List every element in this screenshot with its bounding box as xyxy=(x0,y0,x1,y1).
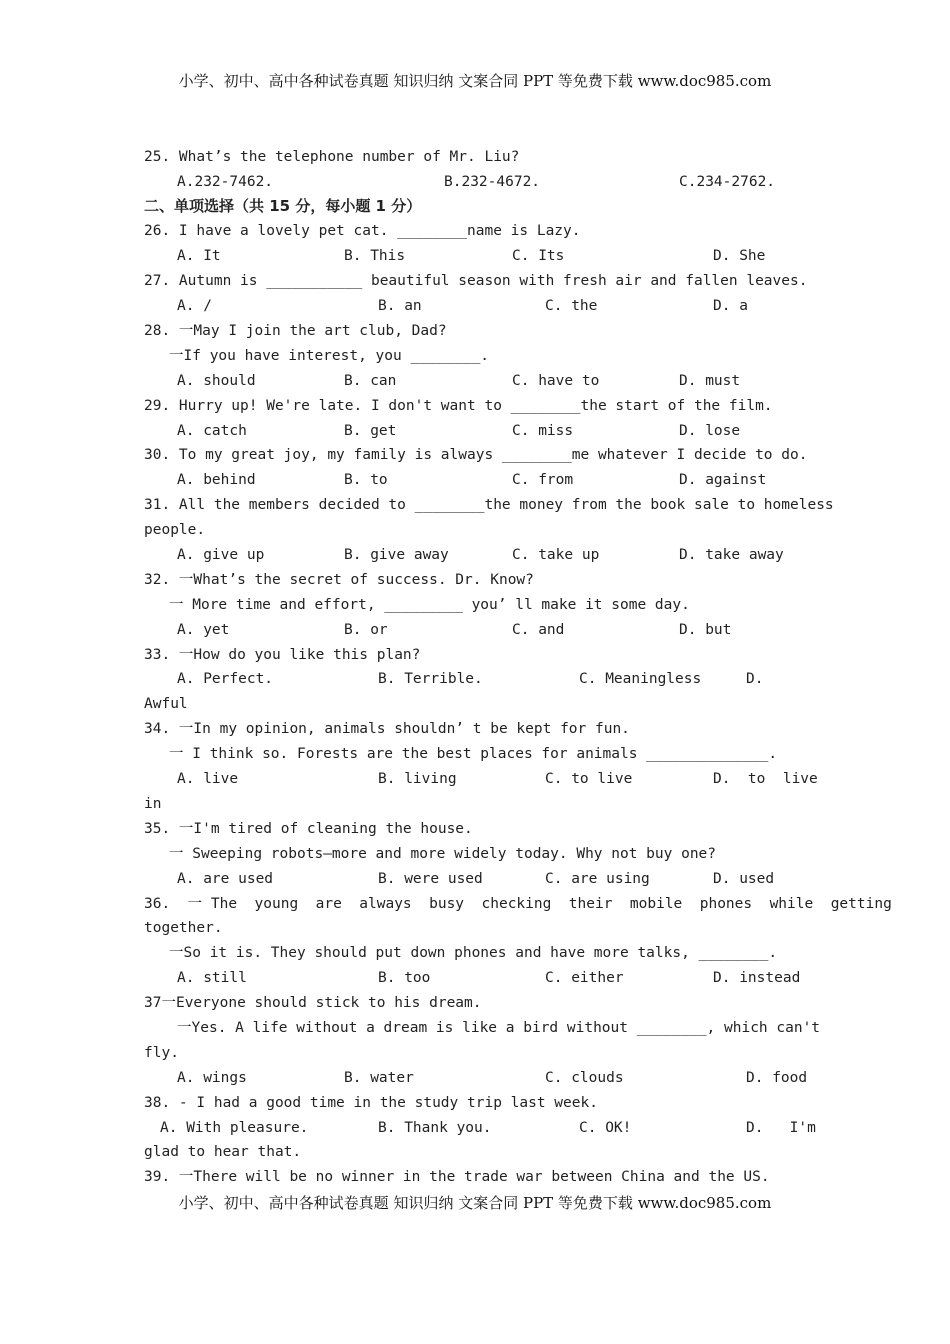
q36-option-c: C. either xyxy=(545,970,624,986)
q34-option-a: A. live xyxy=(177,771,239,787)
q25-option-b: B.232-4672. xyxy=(444,174,541,190)
q26-option-c: C. Its xyxy=(512,248,565,264)
question-28-reply: 一If you have interest, you ________. xyxy=(169,348,490,364)
q25-option-c: C.234-2762. xyxy=(679,174,776,190)
q35-option-a: A. are used xyxy=(177,871,274,887)
q38-option-c: C. OK! xyxy=(579,1120,632,1136)
q30-option-b: B. to xyxy=(344,472,388,488)
q37-option-a: A. wings xyxy=(177,1070,247,1086)
q37-option-c: C. clouds xyxy=(545,1070,624,1086)
question-30-stem: 30. To my great joy, my family is always ________me whatever I decide to do. xyxy=(144,447,808,463)
question-27-stem: 27. Autumn is ___________ beautiful season with fresh air and fallen leaves. xyxy=(144,273,808,289)
q35-option-b: B. were used xyxy=(378,871,483,887)
q36-option-d: D. instead xyxy=(713,970,801,986)
q38-option-d-continuation: glad to hear that. xyxy=(144,1144,302,1160)
q25-option-a: A.232-7462. xyxy=(177,174,274,190)
q31-option-b: B. give away xyxy=(344,547,449,563)
q29-option-a: A. catch xyxy=(177,423,247,439)
q27-option-d: D. a xyxy=(713,298,748,314)
q26-option-d: D. She xyxy=(713,248,766,264)
q37-option-d: D. food xyxy=(746,1070,808,1086)
q30-option-d: D. against xyxy=(679,472,767,488)
q36-option-b: B. too xyxy=(378,970,431,986)
question-36-reply: 一So it is. They should put down phones and have more talks, ________. xyxy=(169,945,778,961)
question-34-stem: 34. 一In my opinion, animals shouldn’ t be kept for fun. xyxy=(144,721,630,737)
question-36-stem: 36. 一 The young are always busy checking their mobile phones while getting xyxy=(144,896,892,912)
q38-option-a: A. With pleasure. xyxy=(160,1120,309,1136)
q32-option-a: A. yet xyxy=(177,622,230,638)
question-37-stem: 37一Everyone should stick to his dream. xyxy=(144,995,482,1011)
q35-option-c: C. are using xyxy=(545,871,650,887)
q27-option-c: C. the xyxy=(545,298,598,314)
question-31-continuation: people. xyxy=(144,522,206,538)
q32-option-c: C. and xyxy=(512,622,565,638)
question-29-stem: 29. Hurry up! We're late. I don't want to ________the start of the film. xyxy=(144,398,773,414)
q33-option-c: C. Meaningless xyxy=(579,671,702,687)
q31-option-c: C. take up xyxy=(512,547,600,563)
q28-option-b: B. can xyxy=(344,373,397,389)
q33-option-b: B. Terrible. xyxy=(378,671,483,687)
q28-option-a: A. should xyxy=(177,373,256,389)
question-31-stem: 31. All the members decided to ________the money from the book sale to homeless xyxy=(144,497,834,513)
q30-option-c: C. from xyxy=(512,472,574,488)
question-39-stem: 39. 一There will be no winner in the trade war between China and the US. xyxy=(144,1169,770,1185)
question-37-continuation: fly. xyxy=(144,1045,179,1061)
question-25-stem: 25. What’s the telephone number of Mr. Liu? xyxy=(144,149,520,165)
q31-option-a: A. give up xyxy=(177,547,265,563)
q32-option-b: B. or xyxy=(344,622,388,638)
q32-option-d: D. but xyxy=(679,622,732,638)
question-28-stem: 28. 一May I join the art club, Dad? xyxy=(144,323,447,339)
page-footer: 小学、初中、高中各种试卷真题 知识归纳 文案合同 PPT 等免费下载 www.doc985.com xyxy=(178,1194,772,1212)
q34-option-d: D. to live xyxy=(713,771,818,787)
q29-option-c: C. miss xyxy=(512,423,574,439)
q31-option-d: D. take away xyxy=(679,547,784,563)
q34-option-d-continuation: in xyxy=(144,796,162,812)
question-37-reply: 一Yes. A life without a dream is like a bird without ________, which can't xyxy=(177,1020,821,1036)
q29-option-b: B. get xyxy=(344,423,397,439)
page-header: 小学、初中、高中各种试卷真题 知识归纳 文案合同 PPT 等免费下载 www.doc985.com xyxy=(178,72,772,90)
question-34-reply: 一 I think so. Forests are the best places for animals ______________. xyxy=(169,746,778,762)
q26-option-a: A. It xyxy=(177,248,221,264)
q38-option-d: D. I'm xyxy=(746,1120,816,1136)
q36-option-a: A. still xyxy=(177,970,247,986)
q34-option-c: C. to live xyxy=(545,771,633,787)
q33-option-a: A. Perfect. xyxy=(177,671,274,687)
q28-option-d: D. must xyxy=(679,373,741,389)
question-32-reply: 一 More time and effort, _________ you’ ll make it some day. xyxy=(169,597,690,613)
q37-option-b: B. water xyxy=(344,1070,414,1086)
q38-option-b: B. Thank you. xyxy=(378,1120,492,1136)
question-38-stem: 38. - I had a good time in the study trip last week. xyxy=(144,1095,598,1111)
question-33-stem: 33. 一How do you like this plan? xyxy=(144,647,421,663)
q33-option-d: D. xyxy=(746,671,764,687)
q27-option-b: B. an xyxy=(378,298,422,314)
q33-option-d-continuation: Awful xyxy=(144,696,188,712)
question-35-reply: 一 Sweeping robots—more and more widely today. Why not buy one? xyxy=(169,846,717,862)
q29-option-d: D. lose xyxy=(679,423,741,439)
question-32-stem: 32. 一What’s the secret of success. Dr. Know? xyxy=(144,572,534,588)
question-36-continuation: together. xyxy=(144,920,223,936)
q35-option-d: D. used xyxy=(713,871,775,887)
question-26-stem: 26. I have a lovely pet cat. ________name is Lazy. xyxy=(144,223,581,239)
q28-option-c: C. have to xyxy=(512,373,600,389)
q34-option-b: B. living xyxy=(378,771,457,787)
question-35-stem: 35. 一I'm tired of cleaning the house. xyxy=(144,821,473,837)
section-heading: 二、单项选择（共 15 分，每小题 1 分） xyxy=(144,197,422,215)
q27-option-a: A. / xyxy=(177,298,212,314)
q30-option-a: A. behind xyxy=(177,472,256,488)
q26-option-b: B. This xyxy=(344,248,406,264)
